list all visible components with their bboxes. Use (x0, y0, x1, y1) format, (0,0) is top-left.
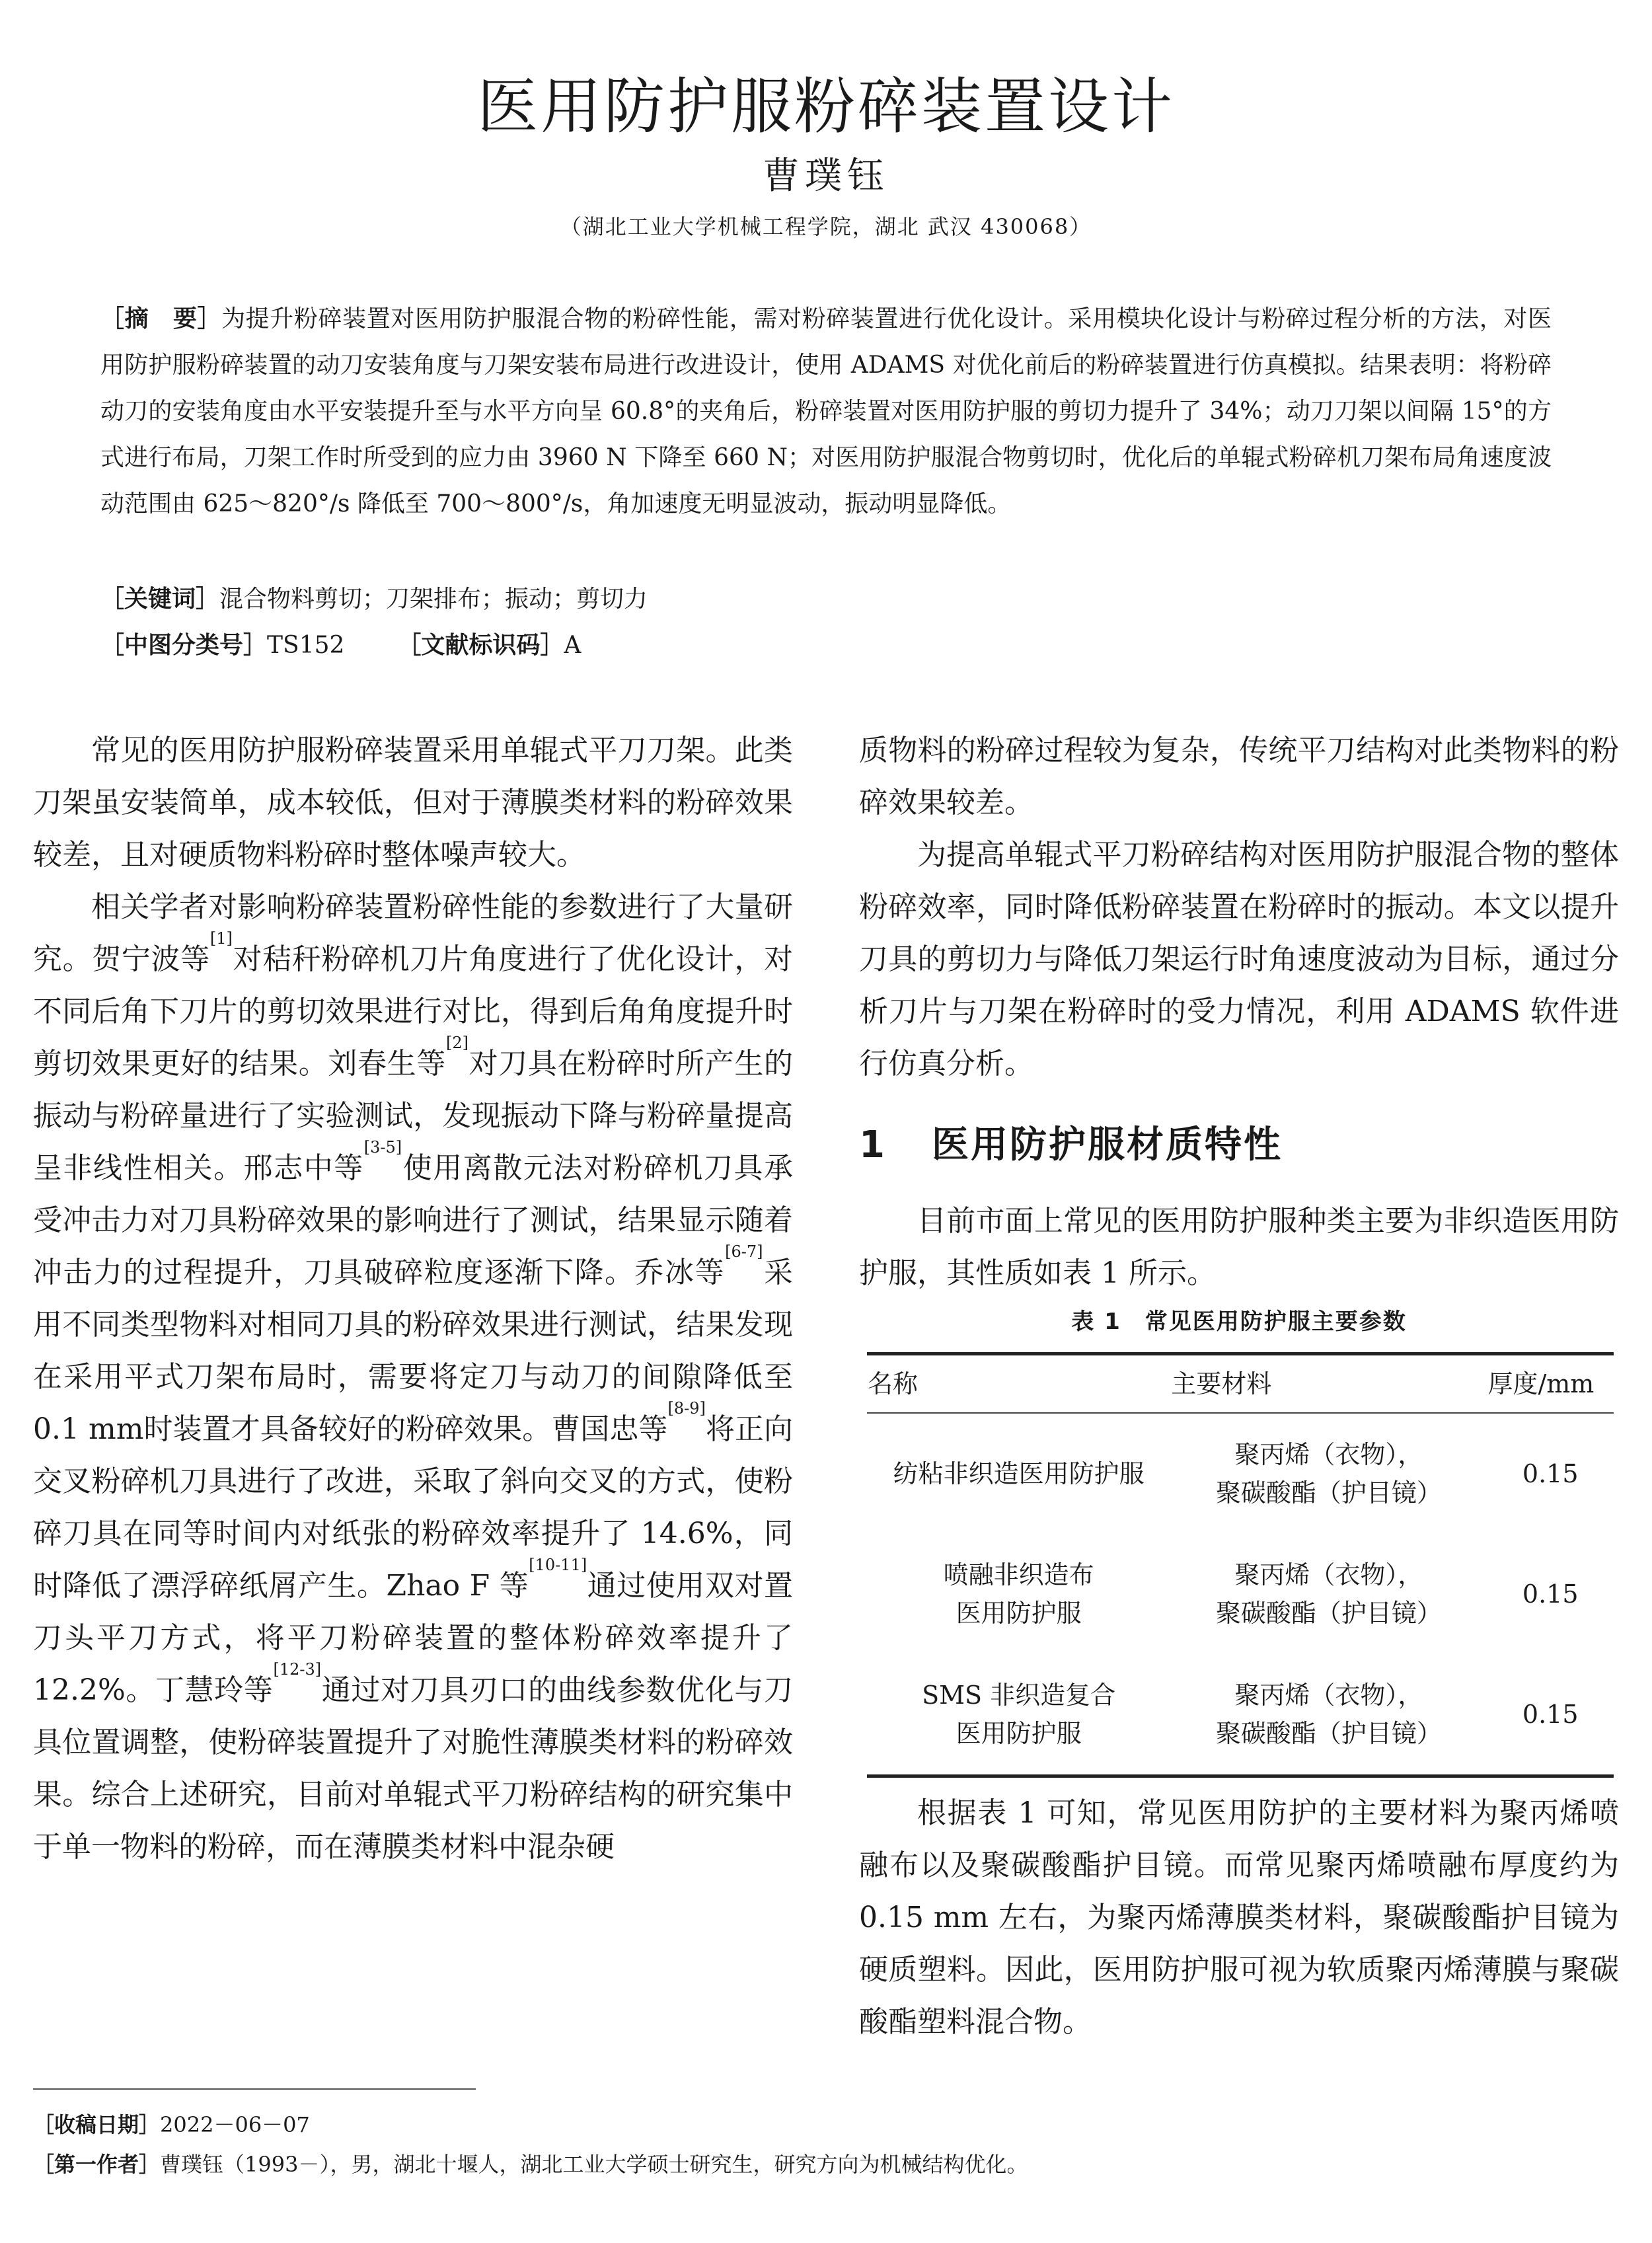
cell-line: 纺粘非织造医用防护服 (893, 1459, 1145, 1488)
citation: [3-5] (363, 1138, 402, 1157)
continued-paragraph: 质物料的粉碎过程较为复杂，传统平刀结构对此类物料的粉碎效果较差。 (859, 734, 1619, 819)
cell-line: 聚丙烯（衣物）， (1234, 1560, 1423, 1589)
intro-paragraph-1: 常见的医用防护服粉碎装置采用单辊式平刀刀架。此类刀架虽安装简单，成本较低，但对于薄膜类材料的粉碎效果较差，且对硬质物料粉碎时整体噪声较大。 (33, 734, 793, 872)
first-author-tag: ［第一作者］ (33, 2152, 161, 2177)
table-cell (1170, 1413, 1487, 1534)
citation: [8-9] (667, 1399, 706, 1418)
table-row (867, 1654, 1614, 1776)
text-span: 通过使用双对置刀头平刀方式，将平刀粉碎装置的整体粉碎效率提升了 12.2%。丁慧玲等 (33, 1569, 794, 1707)
table-cell: 0.15 (1522, 1459, 1579, 1488)
cell-line: 聚碳酸酯（护目镜） (1215, 1599, 1442, 1628)
clc-tag: ［中图分类号］ (100, 632, 268, 659)
table-cell: 0.15 (1522, 1579, 1579, 1609)
parameters-table (867, 1352, 1614, 1778)
table-cell (1170, 1654, 1487, 1776)
table-header-cell: 厚度/mm (1487, 1369, 1595, 1398)
section-number: 1 (859, 1123, 887, 1166)
clc-value: TS152 (267, 632, 345, 659)
intro-paragraph-2 (33, 881, 793, 1873)
table-cell (1170, 1534, 1487, 1654)
keywords-row (100, 580, 648, 614)
citation: [1] (209, 929, 233, 948)
abstract (100, 296, 1552, 527)
classification-row (100, 627, 581, 660)
abstract-text: 为提升粉碎装置对医用防护服混合物的粉碎性能，需对粉碎装置进行优化设计。采用模块化设计与粉碎过程分析的方法，对医用防护服粉碎装置的动刀安装角度与刀架安装布局进行改进设计，使用 ADAMS 对优化前后的粉碎装置进行仿真模拟。结果表明：将粉碎动刀的安装角度由水平安装提升至与水平方向呈 60.8°的夹角后，粉碎装置对医用防护服的剪切力提升了 34%；动刀刀架以间隔 15°的方式进行布局，刀架工作时所受到的应力由 3960 N 下降至 660 N；对医用防护服混合物剪切时，优化后的单辊式粉碎机刀架布局角速度波动范围由 625～820°/s 降低至 700～800°/s，角加速度无明显波动，振动明显降低。 (100, 305, 1552, 517)
left-column (33, 724, 793, 1873)
text-span: 相关学者对影响粉碎装置粉碎性能的参数进行了大量研究。贺宁波等 (33, 890, 793, 976)
keywords-text: 混合物料剪切；刀架排布；振动；剪切力 (219, 586, 648, 613)
section-title: 医用防护服材质特性 (932, 1123, 1283, 1166)
table-cell (867, 1534, 1170, 1654)
cell-line: 聚碳酸酯（护目镜） (1215, 1478, 1442, 1507)
table-cell (867, 1654, 1170, 1776)
section-paragraph-1: 目前市面上常见的医用防护服种类主要为非织造医用防护服，其性质如表 1 所示。 (859, 1204, 1619, 1290)
cell-line: 聚丙烯（衣物）， (1234, 1440, 1423, 1469)
text-span: 将正向交叉粉碎机刀具进行了改进，采取了斜向交叉的方式，使粉碎刀具在同等时间内对纸张的粉碎效率提升了 14.6%，同时降低了漂浮碎纸屑产生。Zhao F 等 (33, 1412, 794, 1603)
table-header-row (867, 1354, 1614, 1414)
text-span: 通过对刀具刃口的曲线参数优化与刀具位置调整，使粉碎装置提升了对脆性薄膜类材料的粉碎效果。综合上述研究，目前对单辊式平刀粉碎结构的研究集中于单一物料的粉碎，而在薄膜类材料中混杂硬 (33, 1673, 794, 1864)
citation: [12-3] (273, 1660, 322, 1679)
text-span: 对秸秆粉碎机刀片角度进行了优化设计，对不同后角下刀片的剪切效果进行对比，得到后角角度提升时剪切效果更好的结果。刘春生等 (33, 942, 794, 1081)
doc-code-tag: ［文献标识码］ (397, 632, 564, 659)
table-row (867, 1534, 1614, 1654)
doc-code-value: A (564, 632, 582, 659)
table-cell (867, 1413, 1170, 1534)
cell-line: 医用防护服 (956, 1599, 1082, 1628)
footnote-divider (33, 2088, 476, 2090)
cell-line: 医用防护服 (956, 1719, 1082, 1748)
page-title: 医用防护服粉碎装置设计 (476, 71, 1175, 142)
footnote-received (33, 2108, 310, 2139)
citation: [6-7] (725, 1242, 763, 1261)
text-span: 采用不同类型物料对相同刀具的粉碎效果进行测试，结果发现在采用平式刀架布局时，需要将定刀与动刀的间隙降低至0.1 mm时装置才具备较好的粉碎效果。曹国忠等 (33, 1256, 794, 1446)
author-name: 曹璞钰 (763, 155, 889, 198)
section-paragraph-2: 根据表 1 可知，常见医用防护的主要材料为聚丙烯喷融布以及聚碳酸酯护目镜。而常见聚丙烯喷融布厚度约为 0.15 mm 左右，为聚丙烯薄膜类材料，聚碳酸酯护目镜为硬质塑料。因此，医用防护服可视为软质聚丙烯薄膜与聚碳酸酯塑料混合物。 (859, 1796, 1619, 2039)
citation: [10-11] (529, 1556, 587, 1574)
received-tag: ［收稿日期］ (33, 2112, 161, 2137)
section-heading (859, 1119, 1619, 1171)
abstract-tag: ［摘 要］ (100, 305, 222, 332)
intro-paragraph-3: 为提高单辊式平刀粉碎结构对医用防护服混合物的整体粉碎效率，同时降低粉碎装置在粉碎时的振动。本文以提升刀具的剪切力与降低刀架运行时角速度波动为目标，通过分析刀片与刀架在粉碎时的受力情况，利用 ADAMS 软件进行仿真分析。 (859, 838, 1619, 1081)
cell-line: 喷融非织造布 (943, 1560, 1094, 1589)
table-row (867, 1413, 1614, 1534)
keywords-tag: ［关键词］ (100, 586, 220, 613)
table-cell: 0.15 (1522, 1700, 1579, 1729)
table-header-cell: 主要材料 (1171, 1369, 1272, 1398)
right-column (859, 724, 1619, 2048)
citation: [2] (445, 1034, 469, 1052)
cell-line: 聚丙烯（衣物）， (1234, 1681, 1423, 1710)
author-affiliation: （湖北工业大学机械工程学院，湖北 武汉 430068） (560, 214, 1092, 239)
text-span: 使用离散元法对粉碎机刀具承受冲击力对刀具粉碎效果的影响进行了测试，结果显示随着冲击力的过程提升，刀具破碎粒度逐渐下降。乔冰等 (33, 1151, 794, 1289)
received-date: 2022－06－07 (160, 2112, 310, 2137)
cell-line: 聚碳酸酯（护目镜） (1215, 1719, 1442, 1748)
cell-line: SMS 非织造复合 (922, 1681, 1116, 1710)
first-author-info: 曹璞钰（1993－），男，湖北十堰人，湖北工业大学硕士研究生，研究方向为机械结构优化。 (160, 2152, 1028, 2177)
table-caption: 表 1 常见医用防护服主要参数 (1071, 1309, 1407, 1335)
footnote-author (33, 2148, 1028, 2178)
text-span: 对刀具在粉碎时所产生的振动与粉碎量进行了实验测试，发现振动下降与粉碎量提高呈非线性相关。邢志中等 (33, 1047, 794, 1185)
table-header-cell: 名称 (868, 1369, 919, 1398)
